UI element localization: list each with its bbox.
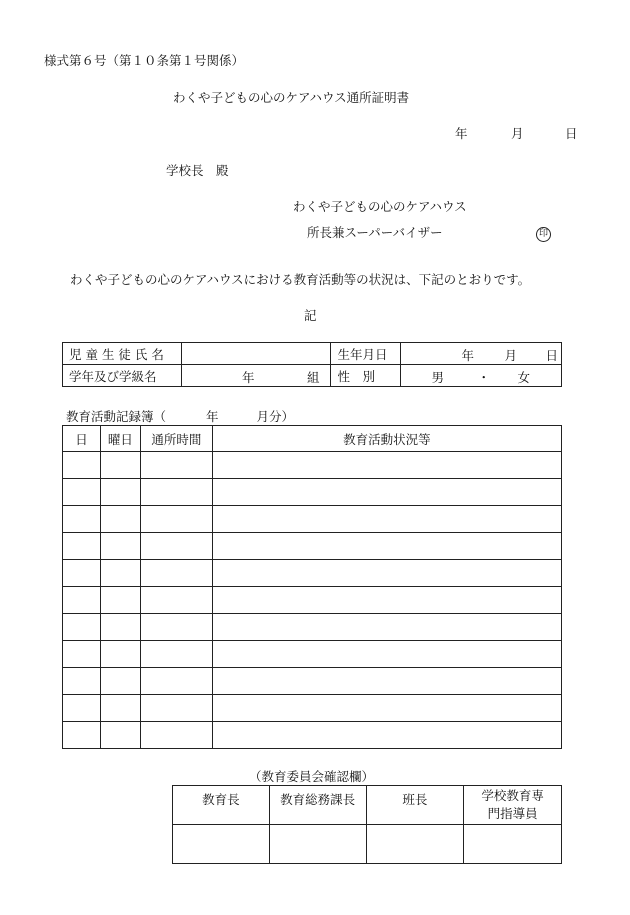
table-row: [63, 479, 562, 506]
time-cell[interactable]: [140, 560, 212, 587]
time-cell[interactable]: [140, 614, 212, 641]
activity-cell[interactable]: [212, 695, 561, 722]
birth-date-label: 生年月日: [331, 343, 401, 365]
activity-heading-year: 年: [206, 409, 219, 424]
issuer-organization: わくや子どもの心のケアハウス: [293, 199, 467, 214]
weekday-cell[interactable]: [100, 533, 140, 560]
day-cell[interactable]: [63, 695, 101, 722]
time-cell[interactable]: [140, 641, 212, 668]
gender-field[interactable]: [401, 365, 562, 387]
education-advisor-stamp-cell[interactable]: [464, 825, 562, 864]
document-title: わくや子どもの心のケアハウス通所証明書: [173, 90, 410, 105]
activity-cell[interactable]: [212, 722, 561, 749]
seal-icon: 印: [536, 227, 551, 242]
grade-class-label: 組: [306, 370, 320, 385]
student-name-row: [63, 343, 562, 365]
day-cell[interactable]: [63, 506, 101, 533]
date-day-label: 日: [565, 126, 578, 141]
date-month-label: 月: [511, 126, 524, 141]
table-row: [63, 533, 562, 560]
table-row: [63, 668, 562, 695]
time-cell[interactable]: [140, 695, 212, 722]
weekday-cell[interactable]: [100, 479, 140, 506]
weekday-cell[interactable]: [100, 695, 140, 722]
day-cell[interactable]: [63, 614, 101, 641]
activity-cell[interactable]: [212, 641, 561, 668]
table-row: [63, 560, 562, 587]
confirmation-stamp-row: [173, 825, 562, 864]
weekday-cell[interactable]: [100, 614, 140, 641]
team-leader-label: 班長: [366, 786, 464, 825]
table-row: [63, 695, 562, 722]
student-info-table: [62, 342, 562, 387]
issuer-position: 所長兼スーパーバイザー: [307, 225, 443, 240]
gender-male-option[interactable]: 男: [431, 370, 444, 385]
weekday-cell[interactable]: [100, 560, 140, 587]
confirmation-header-row: [173, 786, 562, 825]
day-cell[interactable]: [63, 533, 101, 560]
activity-cell[interactable]: [212, 533, 561, 560]
column-attendance-time: 通所時間: [140, 426, 212, 452]
superintendent-label: 教育長: [173, 786, 270, 825]
time-cell[interactable]: [140, 479, 212, 506]
day-cell[interactable]: [63, 479, 101, 506]
table-row: [63, 587, 562, 614]
birth-date-field[interactable]: [401, 343, 562, 365]
ki-heading: 記: [304, 308, 317, 323]
activity-cell[interactable]: [212, 587, 561, 614]
birth-day-label: 日: [545, 348, 558, 363]
gender-female-option[interactable]: 女: [517, 370, 530, 385]
time-cell[interactable]: [140, 587, 212, 614]
activity-cell[interactable]: [212, 452, 561, 479]
day-cell[interactable]: [63, 641, 101, 668]
date-year-label: 年: [455, 126, 468, 141]
activity-cell[interactable]: [212, 506, 561, 533]
activity-cell[interactable]: [212, 668, 561, 695]
activity-cell[interactable]: [212, 614, 561, 641]
activity-cell[interactable]: [212, 479, 561, 506]
weekday-cell[interactable]: [100, 668, 140, 695]
grade-year-label: 年: [241, 370, 255, 385]
day-cell[interactable]: [63, 722, 101, 749]
birth-year-label: 年: [461, 348, 474, 363]
column-weekday: 曜日: [100, 426, 140, 452]
column-activity-status: 教育活動状況等: [212, 426, 561, 452]
weekday-cell[interactable]: [100, 641, 140, 668]
activity-heading-month: 月分）: [256, 409, 295, 424]
team-leader-stamp-cell[interactable]: [366, 825, 464, 864]
activity-heading-prefix: 教育活動記録簿（: [66, 409, 167, 424]
weekday-cell[interactable]: [100, 506, 140, 533]
recipient: 学校長 殿: [166, 163, 229, 178]
grade-field[interactable]: [181, 365, 331, 387]
day-cell[interactable]: [63, 560, 101, 587]
form-number: 様式第６号（第１０条第１号関係）: [44, 53, 245, 68]
column-day: 日: [63, 426, 101, 452]
confirmation-table: [172, 785, 562, 864]
table-row: [63, 506, 562, 533]
general-affairs-chief-label: 教育総務課長: [269, 786, 366, 825]
time-cell[interactable]: [140, 452, 212, 479]
gender-label: 性 別: [331, 365, 401, 387]
day-cell[interactable]: [63, 452, 101, 479]
birth-month-label: 月: [504, 348, 517, 363]
statement: わくや子どもの心のケアハウスにおける教育活動等の状況は、下記のとおりです。: [70, 272, 531, 287]
student-name-label: 児 童 生 徒 氏 名: [63, 343, 182, 365]
grade-label: 学年及び学級名: [63, 365, 182, 387]
grade-row: [63, 365, 562, 387]
activity-header-row: [63, 426, 562, 452]
education-advisor-label: 学校教育専門指導員: [464, 786, 562, 825]
time-cell[interactable]: [140, 722, 212, 749]
time-cell[interactable]: [140, 533, 212, 560]
confirmation-heading: （教育委員会確認欄）: [249, 769, 375, 784]
activity-record-heading: [66, 407, 294, 425]
time-cell[interactable]: [140, 668, 212, 695]
time-cell[interactable]: [140, 506, 212, 533]
seal-mark: [536, 224, 551, 242]
activity-record-table: [62, 425, 562, 749]
weekday-cell[interactable]: [100, 722, 140, 749]
weekday-cell[interactable]: [100, 587, 140, 614]
day-cell[interactable]: [63, 668, 101, 695]
activity-cell[interactable]: [212, 560, 561, 587]
weekday-cell[interactable]: [100, 452, 140, 479]
table-row: [63, 641, 562, 668]
general-affairs-chief-stamp-cell[interactable]: [269, 825, 366, 864]
day-cell[interactable]: [63, 587, 101, 614]
superintendent-stamp-cell[interactable]: [173, 825, 270, 864]
table-row: [63, 722, 562, 749]
student-name-field[interactable]: [181, 343, 331, 365]
table-row: [63, 452, 562, 479]
table-row: [63, 614, 562, 641]
gender-separator: ・: [477, 370, 490, 385]
